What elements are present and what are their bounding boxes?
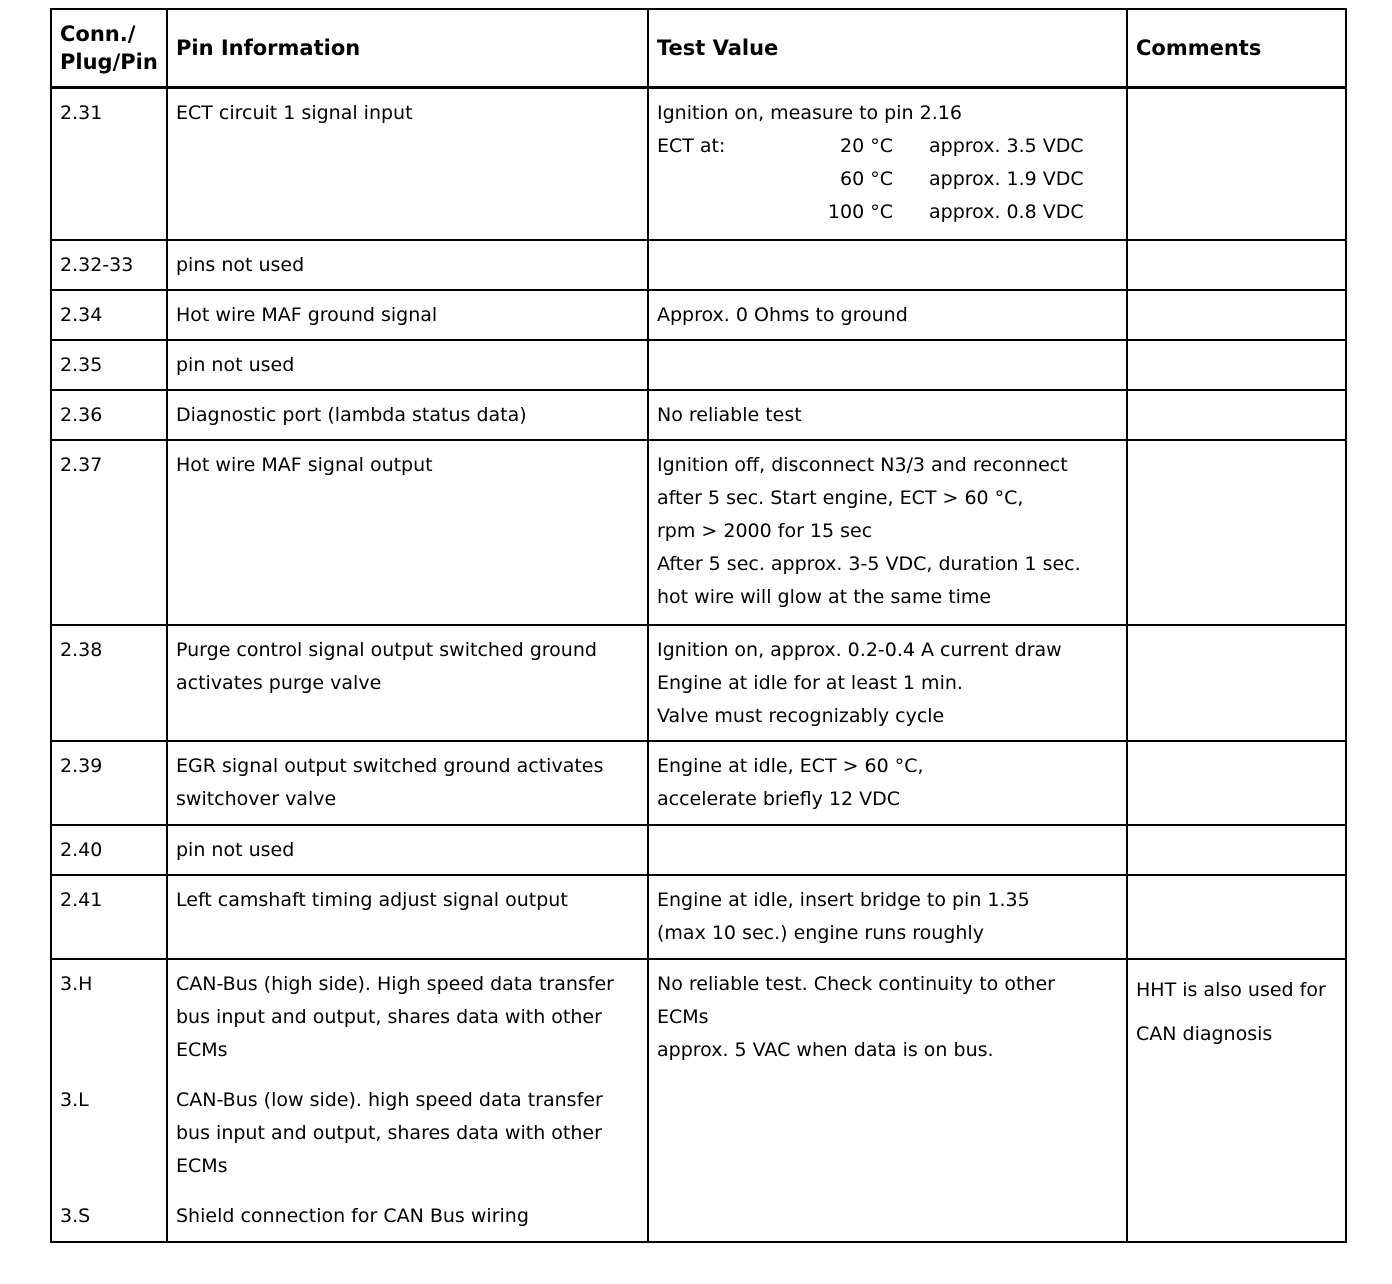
table-row bbox=[51, 741, 1346, 825]
pin-info-text: CAN-Bus (high side). High speed data transfer bbox=[176, 972, 614, 995]
pin-info-cell bbox=[167, 440, 648, 625]
pin-info-text: Shield connection for CAN Bus wiring bbox=[176, 1204, 529, 1227]
test-value-text: No reliable test. Check continuity to other bbox=[657, 972, 1055, 995]
pin-number: 2.41 bbox=[60, 888, 103, 911]
test-value-text: Engine at idle, ECT > 60 °C, bbox=[657, 754, 924, 777]
pin-info-text: ECMs bbox=[176, 1154, 228, 1177]
pin-info-text: pin not used bbox=[176, 838, 295, 861]
pin-info-cell bbox=[167, 290, 648, 340]
comments-cell bbox=[1127, 741, 1346, 825]
pin-info-text: switchover valve bbox=[176, 787, 337, 810]
test-value-text: Valve must recognizably cycle bbox=[657, 704, 945, 727]
test-value-text: approx. 5 VAC when data is on bus. bbox=[657, 1038, 994, 1061]
pin-cell bbox=[51, 875, 167, 959]
test-value-text: rpm > 2000 for 15 sec bbox=[657, 519, 873, 542]
pin-info-cell bbox=[167, 825, 648, 875]
pin-info-text: Diagnostic port (lambda status data) bbox=[176, 403, 527, 426]
pin-number: 2.32-33 bbox=[60, 253, 134, 276]
pin-info-cell bbox=[167, 88, 648, 240]
pin-info-cell bbox=[167, 741, 648, 825]
ect-label: ECT at: bbox=[657, 135, 726, 157]
table-row bbox=[51, 625, 1346, 741]
header-pin-info-label: Pin Information bbox=[176, 36, 361, 60]
pin-number: 3.L bbox=[60, 1088, 89, 1111]
pin-cell bbox=[51, 959, 167, 1242]
table-row bbox=[51, 340, 1346, 390]
pin-info-text: Hot wire MAF ground signal bbox=[176, 303, 438, 326]
test-value-text: Ignition on, measure to pin 2.16 bbox=[657, 102, 962, 124]
pin-cell bbox=[51, 741, 167, 825]
pin-number: 2.39 bbox=[60, 754, 103, 777]
header-test-value bbox=[648, 9, 1127, 88]
test-value-text: accelerate briefly 12 VDC bbox=[657, 787, 901, 810]
pin-info-cell bbox=[167, 875, 648, 959]
comments-cell bbox=[1127, 390, 1346, 440]
test-value-text: hot wire will glow at the same time bbox=[657, 585, 992, 608]
pin-number: 3.S bbox=[60, 1204, 91, 1227]
pin-info-cell bbox=[167, 340, 648, 390]
pin-number: 2.35 bbox=[60, 353, 103, 376]
table-row bbox=[51, 440, 1346, 625]
pin-cell bbox=[51, 825, 167, 875]
test-value-cell bbox=[648, 240, 1127, 290]
ect-reading-row bbox=[657, 130, 1118, 163]
comments-cell bbox=[1127, 290, 1346, 340]
test-value-cell bbox=[648, 390, 1127, 440]
pin-info-text: pins not used bbox=[176, 253, 305, 276]
pin-cell bbox=[51, 625, 167, 741]
test-value-text: Approx. 0 Ohms to ground bbox=[657, 303, 908, 326]
test-value-cell bbox=[648, 88, 1127, 240]
comments-cell bbox=[1127, 825, 1346, 875]
table-row bbox=[51, 825, 1346, 875]
pin-number: 2.36 bbox=[60, 403, 103, 426]
table-row bbox=[51, 390, 1346, 440]
pin-number: 2.37 bbox=[60, 453, 103, 476]
ect-voltage: approx. 0.8 VDC bbox=[929, 201, 1084, 223]
pin-cell bbox=[51, 340, 167, 390]
test-value-cell bbox=[648, 959, 1127, 1242]
table-row bbox=[51, 88, 1346, 240]
pin-cell bbox=[51, 240, 167, 290]
test-value-text: After 5 sec. approx. 3-5 VDC, duration 1 sec. bbox=[657, 552, 1081, 575]
pin-cell bbox=[51, 440, 167, 625]
test-value-text: (max 10 sec.) engine runs roughly bbox=[657, 921, 984, 944]
ect-reading-row bbox=[657, 196, 1118, 229]
pin-cell bbox=[51, 88, 167, 240]
pin-cell bbox=[51, 390, 167, 440]
test-value-text: after 5 sec. Start engine, ECT > 60 °C, bbox=[657, 486, 1024, 509]
comments-cell bbox=[1127, 440, 1346, 625]
test-value-cell bbox=[648, 625, 1127, 741]
pin-info-text: Hot wire MAF signal output bbox=[176, 453, 433, 476]
pin-info-text: pin not used bbox=[176, 353, 295, 376]
ect-voltage: approx. 3.5 VDC bbox=[929, 135, 1084, 157]
table-row bbox=[51, 240, 1346, 290]
test-value-cell bbox=[648, 440, 1127, 625]
test-value-text: No reliable test bbox=[657, 403, 802, 426]
pin-info-text: ECT circuit 1 signal input bbox=[176, 102, 413, 124]
pin-number: 2.40 bbox=[60, 838, 103, 861]
table-body bbox=[51, 88, 1346, 1242]
header-comments-label: Comments bbox=[1136, 36, 1262, 60]
header-test-value-label: Test Value bbox=[657, 36, 779, 60]
pin-info-text: Left camshaft timing adjust signal output bbox=[176, 888, 568, 911]
test-value-text: ECMs bbox=[657, 1005, 709, 1028]
test-value-cell bbox=[648, 741, 1127, 825]
table-row bbox=[51, 290, 1346, 340]
pin-info-text: activates purge valve bbox=[176, 671, 382, 694]
pin-number: 2.31 bbox=[60, 102, 103, 124]
test-value-text: Engine at idle, insert bridge to pin 1.35 bbox=[657, 888, 1030, 911]
pin-info-cell bbox=[167, 625, 648, 741]
header-conn-plug-pin bbox=[51, 9, 167, 88]
comments-text: CAN diagnosis bbox=[1136, 1022, 1273, 1045]
ect-voltage: approx. 1.9 VDC bbox=[929, 168, 1084, 190]
test-value-text: Ignition off, disconnect N3/3 and reconnect bbox=[657, 453, 1068, 476]
test-value-cell bbox=[648, 875, 1127, 959]
table-row bbox=[51, 875, 1346, 959]
pin-info-cell bbox=[167, 959, 648, 1242]
test-value-cell bbox=[648, 825, 1127, 875]
pin-info-text: bus input and output, shares data with other bbox=[176, 1121, 602, 1144]
comments-cell bbox=[1127, 88, 1346, 240]
pin-info-text: EGR signal output switched ground activates bbox=[176, 754, 604, 777]
ect-temperature: 20 °C bbox=[840, 135, 893, 157]
test-value-text: Engine at idle for at least 1 min. bbox=[657, 671, 963, 694]
ect-temperature: 60 °C bbox=[840, 168, 893, 190]
pin-info-cell bbox=[167, 390, 648, 440]
ect-label bbox=[657, 196, 795, 229]
ect-temperature: 100 °C bbox=[827, 201, 893, 223]
pin-info-text: ECMs bbox=[176, 1038, 228, 1061]
pin-info-text: CAN-Bus (low side). high speed data transfer bbox=[176, 1088, 603, 1111]
pin-info-cell bbox=[167, 240, 648, 290]
test-value-text: Ignition on, approx. 0.2-0.4 A current draw bbox=[657, 638, 1062, 661]
comments-cell bbox=[1127, 959, 1346, 1242]
test-value-cell bbox=[648, 340, 1127, 390]
header-row bbox=[51, 9, 1346, 88]
pin-number: 3.H bbox=[60, 972, 93, 995]
header-comments bbox=[1127, 9, 1346, 88]
pin-number: 2.38 bbox=[60, 638, 103, 661]
ect-reading-row bbox=[657, 163, 1118, 196]
comments-text: HHT is also used for bbox=[1136, 978, 1326, 1001]
ect-label bbox=[657, 163, 795, 196]
pin-info-text: bus input and output, shares data with other bbox=[176, 1005, 602, 1028]
test-value-cell bbox=[648, 290, 1127, 340]
comments-cell bbox=[1127, 875, 1346, 959]
pin-cell bbox=[51, 290, 167, 340]
table-row bbox=[51, 959, 1346, 1242]
header-conn-label: Conn./ Plug/Pin bbox=[60, 22, 158, 74]
comments-cell bbox=[1127, 340, 1346, 390]
pin-test-table bbox=[50, 8, 1347, 1243]
comments-cell bbox=[1127, 625, 1346, 741]
pin-number: 2.34 bbox=[60, 303, 103, 326]
comments-cell bbox=[1127, 240, 1346, 290]
header-pin-information bbox=[167, 9, 648, 88]
pin-info-text: Purge control signal output switched ground bbox=[176, 638, 597, 661]
